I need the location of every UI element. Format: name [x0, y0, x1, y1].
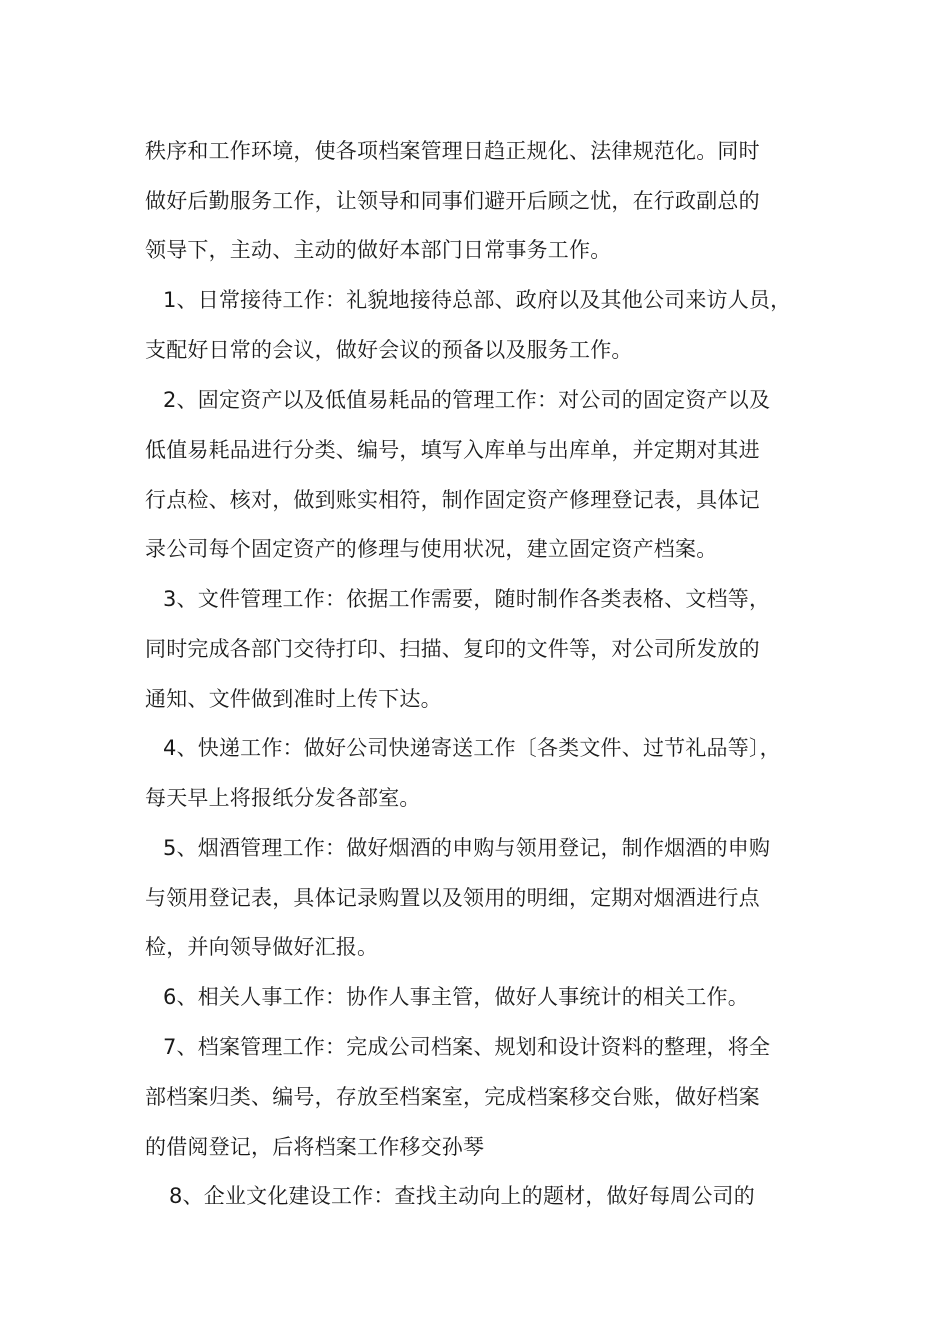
- text-line: 领导下，主动、主动的做好本部门日常事务工作。: [145, 238, 612, 262]
- list-item-fixed-assets: 2、固定资产以及低值易耗品的管理工作：对公司的固定资产以及: [163, 388, 771, 412]
- list-item-express-delivery: 4、快递工作：做好公司快递寄送工作〔各类文件、过节礼品等〕，: [163, 736, 781, 760]
- list-item-file-management: 3、文件管理工作：依据工作需要，随时制作各类表格、文档等，: [163, 587, 771, 611]
- text-line: 录公司每个固定资产的修理与使用状况，建立固定资产档案。: [145, 537, 718, 561]
- text-line: 行点检、核对，做到账实相符，制作固定资产修理登记表，具体记: [145, 488, 760, 512]
- text-line: 每天早上将报纸分发各部室。: [145, 786, 421, 810]
- text-line: 部档案归类、编号，存放至档案室，完成档案移交台账，做好档案: [145, 1085, 760, 1109]
- text-line: 与领用登记表，具体记录购置以及领用的明细，定期对烟酒进行点: [145, 886, 760, 910]
- list-item-tobacco-alcohol: 5、烟酒管理工作：做好烟酒的申购与领用登记，制作烟酒的申购: [163, 836, 771, 860]
- text-line: 做好后勤服务工作，让领导和同事们避开后顾之忧，在行政副总的: [145, 189, 760, 213]
- text-line: 低值易耗品进行分类、编号，填写入库单与出库单，并定期对其进: [145, 438, 760, 462]
- list-item-personnel: 6、相关人事工作：协作人事主管，做好人事统计的相关工作。: [163, 985, 749, 1009]
- list-item-daily-reception: 1、日常接待工作：礼貌地接待总部、政府以及其他公司来访人员，: [163, 288, 792, 312]
- text-line: 同时完成各部门交待打印、扫描、复印的文件等，对公司所发放的: [145, 637, 760, 661]
- list-item-corporate-culture: 8、企业文化建设工作：查找主动向上的题材，做好每周公司的: [169, 1184, 755, 1208]
- text-line: 秩序和工作环境，使各项档案管理日趋正规化、法律规范化。同时: [145, 139, 760, 163]
- text-line: 通知、文件做到准时上传下达。: [145, 687, 442, 711]
- text-line: 检，并向领导做好汇报。: [145, 935, 379, 959]
- list-item-archive-management: 7、档案管理工作：完成公司档案、规划和设计资料的整理，将全: [163, 1035, 771, 1059]
- text-line: 的借阅登记，后将档案工作移交孙琴: [145, 1135, 485, 1159]
- text-line: 支配好日常的会议，做好会议的预备以及服务工作。: [145, 338, 633, 362]
